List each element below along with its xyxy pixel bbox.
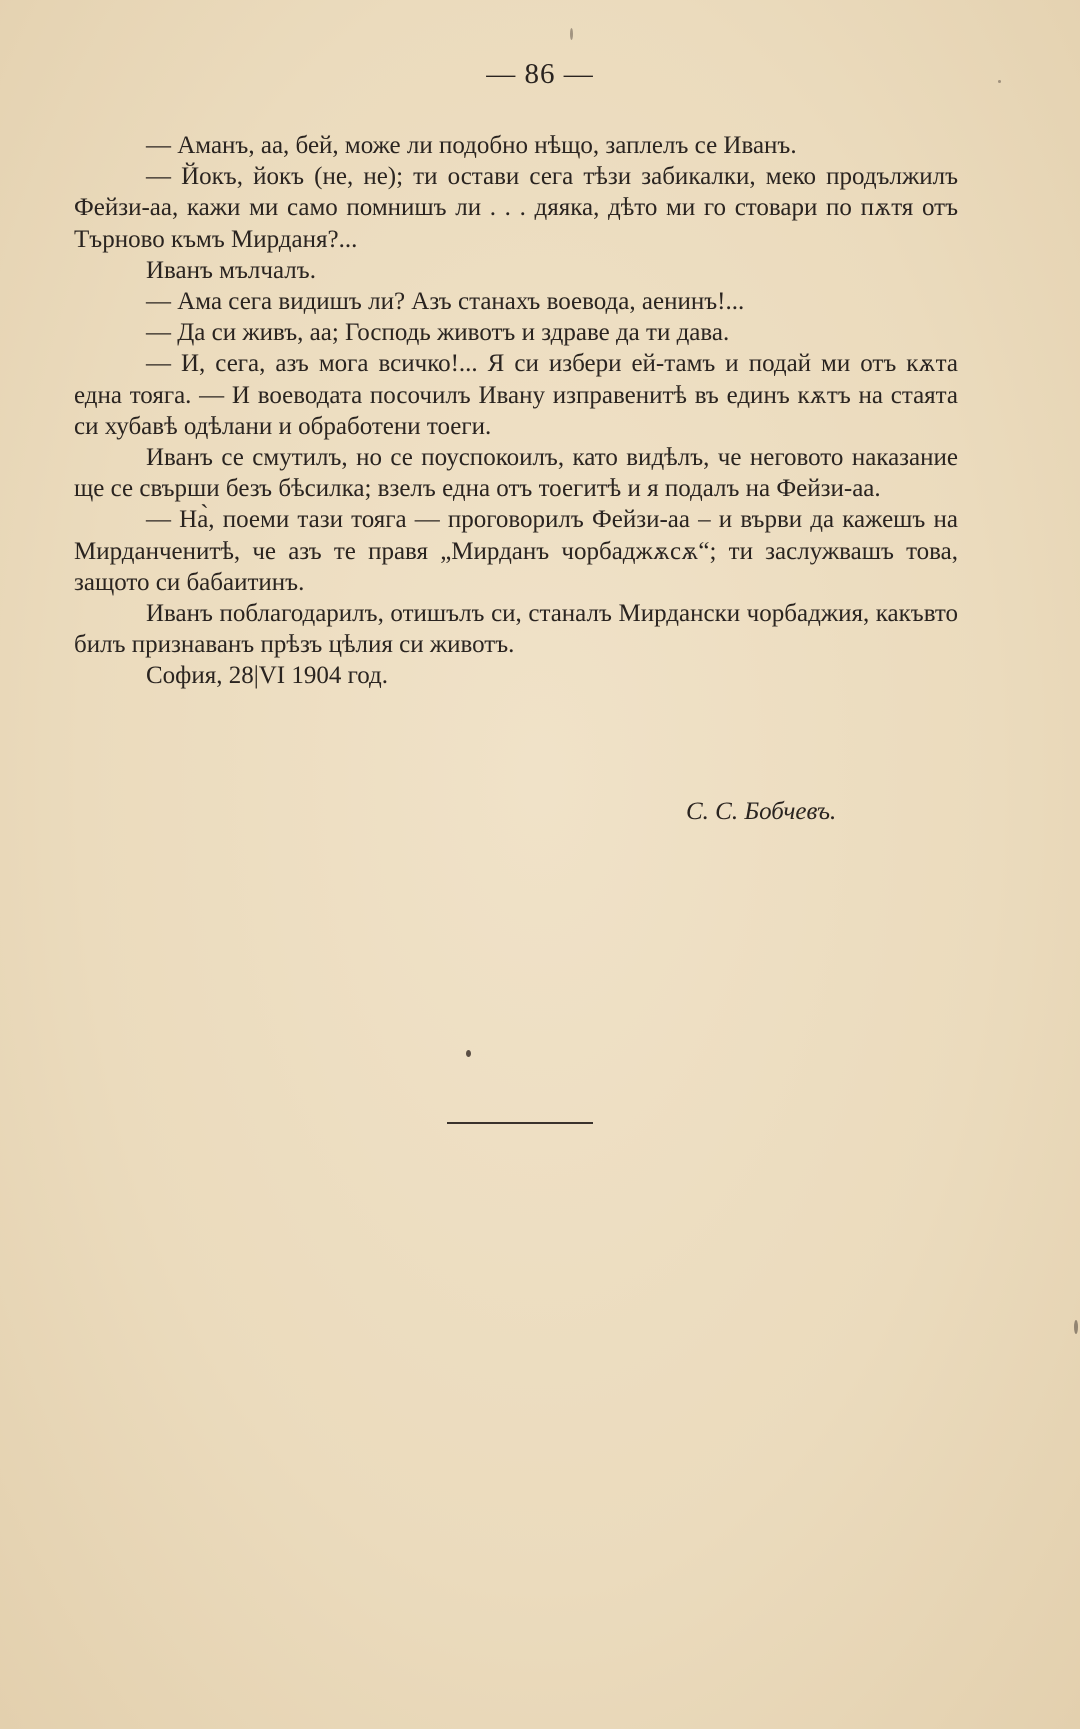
- author-signature: С. С. Бобчевъ.: [686, 798, 837, 825]
- place-date-line: София, 28|VI 1904 год.: [146, 662, 389, 690]
- paragraph: — На̀, поеми тази тояга — проговорилъ Фейзи-аа – и върви да кажешъ на Мирданченитѣ, че азъ те правя „Мирданъ чорбаджѫсѫ“; ти заслужвашъ това, защото си бабаитинъ.: [74, 506, 958, 596]
- paper-speck: [1074, 1320, 1078, 1334]
- paragraph: — Да си живъ, аа; Господь животъ и здраве да ти дава.: [146, 319, 730, 347]
- paragraph: — Аманъ, аа, бей, може ли подобно нѣщо, заплелъ се Иванъ.: [146, 132, 797, 159]
- paragraph: — И, сега, азъ мога всичко!... Я си избери ей-тамъ и подай ми отъ кѫта една тояга. — И воеводата посочилъ Ивану изправенитѣ въ единъ кѫтъ на стаята си хубавѣ одѣлани и обработени тоеги.: [74, 350, 958, 440]
- paper-speck: [570, 28, 573, 40]
- body-text: [74, 130, 958, 692]
- paragraph: — Ама сега видишъ ли? Азъ станахъ воевода, аенинъ!...: [146, 288, 745, 316]
- paragraph: Иванъ мълчалъ.: [146, 256, 316, 284]
- paragraph: Иванъ поблагодарилъ, отишълъ си, станалъ Мирдански чорбаджия, какъвто билъ признаванъ прѣзъ цѣлия си животъ.: [74, 600, 958, 659]
- paragraph: Иванъ се смутилъ, но се поуспокоилъ, като видѣлъ, че неговото наказание ще се свърши безъ бѣсилка; взелъ една отъ тоегитѣ и я подалъ на Фейзи-аа.: [74, 444, 958, 503]
- paper-speck: [466, 1050, 471, 1057]
- paragraph: — Йокъ, йокъ (не, не); ти остави сега тѣзи забикалки, меко продължилъ Фейзи-аа, кажи ми само помнишъ ли . . . дяяка, дѣто ми го стовари по пѫтя отъ Търново къмъ Мирданя?...: [74, 163, 958, 253]
- paper-speck: [998, 80, 1001, 83]
- end-divider-line: [447, 1122, 593, 1124]
- page-number: — 86 —: [486, 58, 594, 90]
